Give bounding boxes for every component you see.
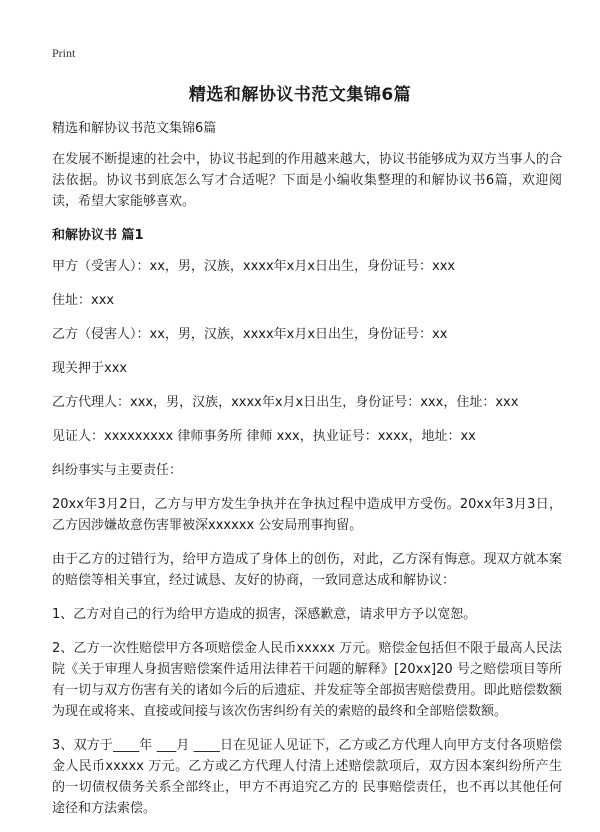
witness-line: 见证人：xxxxxxxxx 律师事务所 律师 xxx，执业证号：xxxx，地址：xx (52, 429, 476, 444)
detention-line: 现关押于xxx (52, 361, 128, 376)
facts-label: 纠纷事实与主要责任： (52, 463, 183, 478)
document-body (52, 118, 562, 832)
agreement-intro-paragraph: 由于乙方的过错行为，给甲方造成了身体上的创伤，对此，乙方深有悔意。现双方就本案的赔偿等相关事宜，经过诚恳、友好的协商，一致同意达成和解协议： (52, 552, 562, 588)
section-heading: 和解协议书 篇1 (52, 228, 144, 243)
intro-paragraph: 在发展不断提速的社会中，协议书起到的作用越来越大，协议书能够成为双方当事人的合法依据。协议书到底怎么写才合适呢？下面是小编收集整理的和解协议书6篇，欢迎阅读，希望大家能够喜欢。 (52, 152, 562, 209)
agent-b-line: 乙方代理人：xxx，男，汉族，xxxx年x月x日出生，身份证号：xxx，住址：xxx (52, 395, 519, 410)
facts-paragraph: 20xx年3月2日，乙方与甲方发生争执并在争执过程中造成甲方受伤。20xx年3月3日，乙方因涉嫌故意伤害罪被深xxxxxx 公安局刑事拘留。 (52, 497, 562, 533)
address-line: 住址：xxx (52, 293, 115, 308)
clause-3: 3、双方于____年 ___月 ____日在见证人见证下，乙方或乙方代理人向甲方支付各项赔偿金人民币xxxxx 万元。乙方或乙方代理人付清上述赔偿款项后，双方因本案纠纷所产生的一切债权债务关系全部终止，甲方不再追究乙方的 民事赔偿责任，也不再以其他任何途径和方法索偿。 (52, 738, 562, 816)
page-title: 精选和解协议书范文集锦6篇 (188, 85, 412, 105)
print-link[interactable]: Print (52, 46, 76, 60)
party-a-line: 甲方（受害人）：xx，男，汉族，xxxx年x月x日出生，身份证号：xxx (52, 259, 456, 274)
document-subtitle: 精选和解协议书范文集锦6篇 (52, 121, 217, 136)
clause-2: 2、乙方一次性赔偿甲方各项赔偿金人民币xxxxx 万元。赔偿金包括但不限于最高人民法院《关于审理人身损害赔偿案件适用法律若干问题的解释》[20xx]20 号之赔偿项目等所有一切与双方伤害有关的诸如今后的后遗症、并发症等全部损害赔偿费用。即此赔偿数额为现在或将来、直接或间接与该次伤害纠纷有关的索赔的最终和全部赔偿数额。 (52, 641, 562, 719)
party-b-line: 乙方（侵害人）：xx，男，汉族，xxxx年x月x日出生，身份证号：xx (52, 327, 448, 342)
clause-1: 1、乙方对自己的行为给甲方造成的损害，深感歉意，请求甲方予以宽恕。 (52, 607, 477, 622)
